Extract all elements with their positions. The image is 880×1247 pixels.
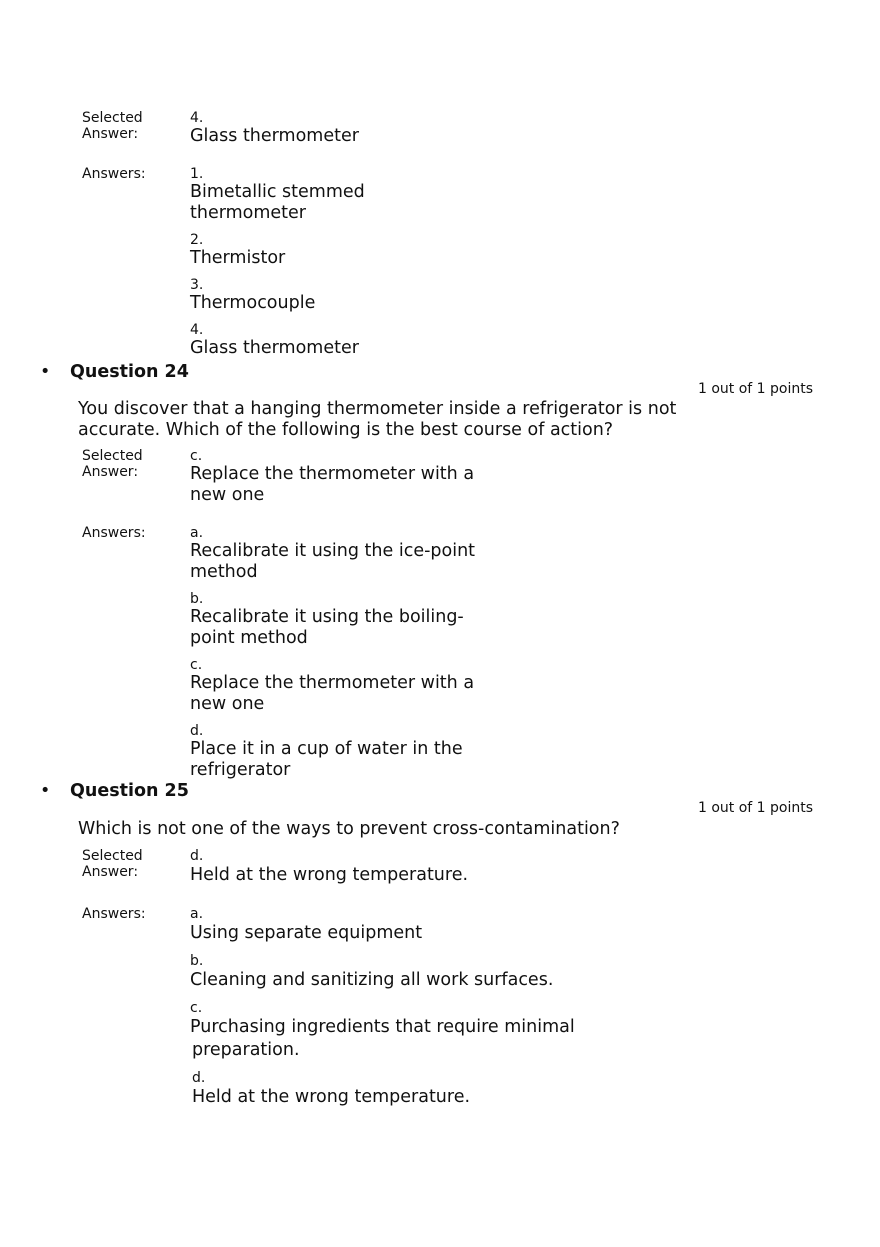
answers-label: Answers:: [82, 166, 146, 182]
q25-heading: [40, 780, 189, 802]
q23-answer-option: 3. Thermocouple: [190, 277, 316, 313]
selected-answer-label: Selected Answer:: [82, 448, 143, 480]
q23-answer-option: 2. Thermistor: [190, 232, 286, 268]
q23-selected-answer: 4. Glass thermometer: [190, 110, 359, 146]
q24-points: 1 out of 1 points: [698, 381, 814, 397]
q24-answer-block: [82, 448, 702, 800]
q25-selected-row: [82, 848, 702, 895]
q24-heading: [40, 361, 189, 383]
q24-answer-option: a. Recalibrate it using the ice-point method: [190, 525, 476, 582]
q23-answer-option: 4. Glass thermometer: [190, 322, 359, 358]
q25-answer-option: c. Purchasing ingredients that require minimal preparation.: [190, 1000, 575, 1060]
q25-answer-block: [82, 848, 702, 1128]
q23-answer-option: 1. Bimetallic stemmed thermometer: [190, 166, 365, 223]
selected-answer-label: Selected Answer:: [82, 110, 143, 142]
q25-prompt: Which is not one of the ways to prevent cross-contamination?: [78, 819, 620, 839]
q24-selected-row: [82, 448, 702, 514]
q24-answer-option: d. Place it in a cup of water in the refrigerator: [190, 723, 463, 780]
q25-selected-answer: d. Held at the wrong temperature.: [190, 848, 469, 885]
q23-answers-row: [82, 166, 702, 367]
bullet-icon: •: [40, 362, 51, 382]
q25-answer-option: b. Cleaning and sanitizing all work surfaces.: [190, 953, 554, 990]
q24-prompt: You discover that a hanging thermometer inside a refrigerator is not accurate. Which of the following is the best course of action?: [78, 399, 677, 440]
q25-points: 1 out of 1 points: [698, 800, 814, 816]
q23-selected-row: [82, 110, 702, 155]
q25-answer-option: a. Using separate equipment: [190, 906, 423, 943]
q24-selected-answer: c. Replace the thermometer with a new one: [190, 448, 475, 505]
selected-answer-label: Selected Answer:: [82, 848, 143, 880]
q24-answer-option: c. Replace the thermometer with a new one: [190, 657, 475, 714]
q24-answer-option: b. Recalibrate it using the boiling- point method: [190, 591, 464, 648]
q25-answers-row: [82, 906, 702, 1117]
q25-title: Question 25: [70, 781, 189, 801]
q25-answer-option: d. Held at the wrong temperature.: [192, 1070, 471, 1107]
q24-answers-row: [82, 525, 702, 789]
answers-label: Answers:: [82, 525, 146, 541]
q24-title: Question 24: [70, 362, 189, 382]
bullet-icon: •: [40, 781, 51, 801]
q23-answer-block: [82, 110, 702, 378]
answers-label: Answers:: [82, 906, 146, 922]
